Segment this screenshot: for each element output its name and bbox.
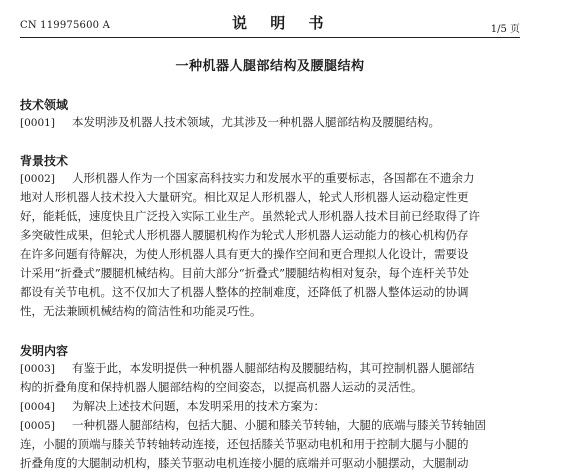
document-type-title: 说 明 书 bbox=[232, 14, 333, 32]
paragraph-number: [0004] bbox=[20, 401, 55, 413]
paragraph-text: 有鉴于此，本发明提供一种机器人腿部结构及腰腿结构，其可控制机器人腿部结 bbox=[72, 361, 475, 375]
paragraph-line: 地对人形机器人技术投入大量研究。相比双足人形机器人，轮式人形机器人运动稳定性更 bbox=[20, 190, 469, 204]
paragraph-line: 好，能耗低，速度快且广泛投入实际工业生产。虽然轮式人形机器人技术目前已经取得了许 bbox=[20, 209, 480, 223]
paragraph-line: 计采用“折叠式”腰腿机械结构。目前大部分“折叠式”腰腿结构相对复杂，每个连杆关节处 bbox=[20, 266, 470, 280]
section-heading-technical-field: 技术领域 bbox=[20, 98, 69, 112]
paragraph-line bbox=[20, 169, 518, 188]
paragraph-line bbox=[20, 113, 518, 132]
paragraph-line: 多突破性成果，但轮式人形机器人腰腿机构作为轮式人形机器人运动能力的核心机构仍存 bbox=[20, 228, 469, 242]
paragraph-0004 bbox=[20, 397, 518, 416]
paragraph-text: 一种机器人腿部结构，包括大腿、小腿和膝关节转轴，大腿的底端与膝关节转轴固 bbox=[72, 418, 486, 432]
paragraph-text: 为解决上述技术问题，本发明采用的技术方案为： bbox=[72, 399, 325, 413]
paragraph-text: 本发明涉及机器人技术领域，尤其涉及一种机器人腿部结构及腰腿结构。 bbox=[72, 115, 440, 129]
paragraph-number: [0001] bbox=[20, 117, 55, 129]
page-indicator: 1/5 页 bbox=[490, 24, 520, 35]
paragraph-line: 都设有关节电机。这不仅加大了机器人整体的控制难度，还降低了机器人整体运动的协调 bbox=[20, 285, 469, 299]
invention-title: 一种机器人腿部结构及腰腿结构 bbox=[175, 59, 365, 74]
paragraph-0001 bbox=[20, 113, 518, 132]
page-header bbox=[20, 12, 520, 36]
section-heading-background: 背景技术 bbox=[20, 154, 69, 168]
paragraph-line: 在许多问题有待解决，为使人形机器人具有更大的操作空间和更合理拟人化设计，需要设 bbox=[20, 247, 469, 261]
paragraph-number: [0002] bbox=[20, 173, 55, 185]
paragraph-text: 人形机器人作为一个国家高科技实力和发展水平的重要标志，各国都在不遗余力 bbox=[72, 171, 475, 185]
paragraph-line: 连，小腿的顶端与膝关节转轴转动连接，还包括膝关节驱动电机和用于控制大腿与小腿的 bbox=[20, 437, 469, 451]
paragraph-number: [0005] bbox=[20, 420, 55, 432]
paragraph-line bbox=[20, 416, 518, 435]
section-heading-summary: 发明内容 bbox=[20, 344, 69, 358]
publication-number: CN 119975600 A bbox=[20, 20, 111, 31]
paragraph-line: 性，无法兼顾机械结构的简洁性和功能灵巧性。 bbox=[20, 304, 262, 318]
paragraph-0003 bbox=[20, 359, 518, 397]
paragraph-line bbox=[20, 359, 518, 378]
paragraph-number: [0003] bbox=[20, 363, 55, 375]
header-divider bbox=[20, 37, 520, 38]
paragraph-line: 构的折叠角度和保持机器人腿部结构的空间姿态，以提高机器人运动的灵活性。 bbox=[20, 380, 423, 394]
paragraph-0002 bbox=[20, 169, 518, 321]
paragraph-line: 折叠角度的大腿制动机构，膝关节驱动电机连接小腿的底端并可驱动小腿摆动，大腿制动 bbox=[20, 456, 469, 470]
paragraph-line bbox=[20, 397, 518, 416]
paragraph-0005 bbox=[20, 416, 518, 473]
